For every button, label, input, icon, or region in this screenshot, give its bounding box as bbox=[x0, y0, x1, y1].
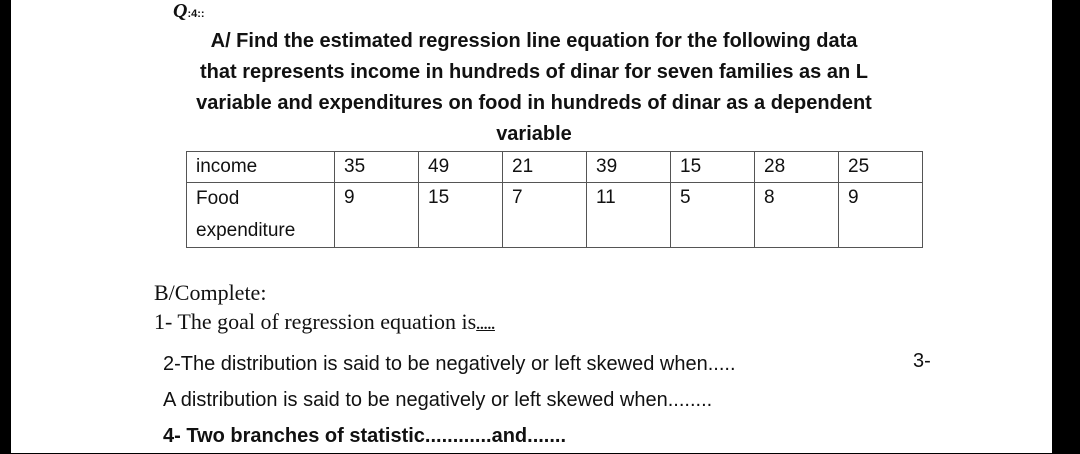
item-1-blank: ..... bbox=[476, 317, 495, 333]
food-cell: 15 bbox=[419, 183, 503, 248]
food-cell: 7 bbox=[503, 183, 587, 248]
part-a-line-4: variable bbox=[496, 123, 572, 145]
row-label-expenditure: expenditure bbox=[196, 220, 296, 241]
part-b-section bbox=[154, 278, 495, 340]
part-b-item-4: 4- Two branches of statistic............and....... bbox=[163, 425, 567, 447]
part-a-line-2: that represents income in hundreds of dinar for seven families as an L bbox=[200, 61, 868, 83]
income-cell: 49 bbox=[419, 152, 503, 183]
item-3-marker: 3- bbox=[913, 350, 931, 372]
income-cell: 35 bbox=[335, 152, 419, 183]
row-label-food-expenditure bbox=[187, 183, 335, 248]
question-number-suffix: :4:: bbox=[187, 8, 205, 20]
worksheet-page bbox=[11, 0, 1052, 453]
part-a-line-1: A/ Find the estimated regression line equation for the following data bbox=[210, 30, 858, 52]
income-cell: 39 bbox=[587, 152, 671, 183]
part-a-line-3: variable and expenditures on food in hundreds of dinar as a dependent bbox=[196, 92, 872, 114]
part-b-item-2: 2-The distribution is said to be negatively or left skewed when..... bbox=[163, 353, 736, 375]
food-cell: 9 bbox=[839, 183, 923, 248]
question-number bbox=[173, 0, 205, 23]
income-cell: 15 bbox=[671, 152, 755, 183]
part-b-title: B/Complete: bbox=[154, 280, 267, 305]
income-cell: 28 bbox=[755, 152, 839, 183]
row-label-food: Food bbox=[196, 188, 240, 209]
item-1-text: 1- The goal of regression equation is bbox=[154, 309, 477, 334]
income-cell: 21 bbox=[503, 152, 587, 183]
part-b-items bbox=[163, 346, 736, 454]
data-table bbox=[186, 151, 923, 248]
row-label-income: income bbox=[187, 152, 335, 183]
part-b-item-2-repeat: A distribution is said to be negatively or left skewed when........ bbox=[163, 389, 713, 411]
food-cell: 5 bbox=[671, 183, 755, 248]
food-cell: 11 bbox=[587, 183, 671, 248]
table-row-food-expenditure bbox=[187, 183, 923, 248]
table-row-income bbox=[187, 152, 923, 183]
income-cell: 25 bbox=[839, 152, 923, 183]
part-b-item-1 bbox=[154, 307, 495, 340]
part-a-instructions bbox=[154, 26, 914, 150]
question-letter: Q bbox=[173, 0, 188, 22]
food-cell: 9 bbox=[335, 183, 419, 248]
food-cell: 8 bbox=[755, 183, 839, 248]
